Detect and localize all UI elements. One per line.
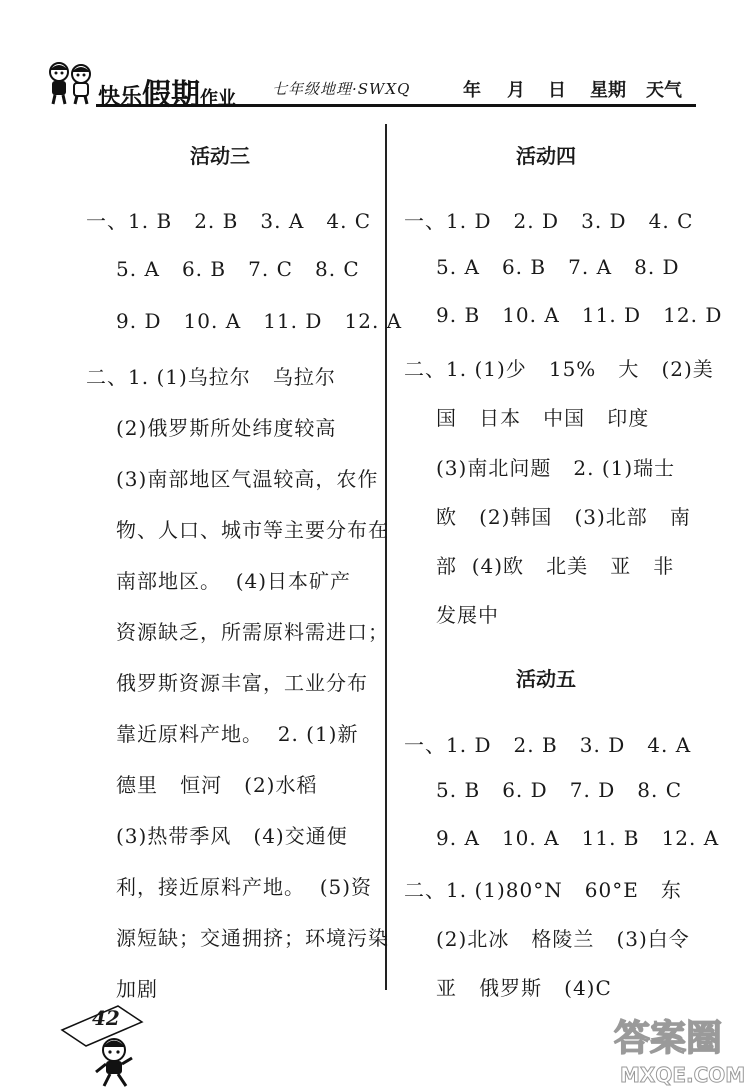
answer-line: 一、1. D 2. B 3. D 4. A — [404, 733, 692, 757]
brand-part-1: 快乐 — [98, 85, 143, 110]
answer-line: 德里 恒河 (2)水稻 — [116, 773, 318, 797]
answer-line: 二、1. (1)80°N 60°E 东 — [404, 878, 682, 902]
answer-line: 二、1. (1)少 15% 大 (2)美 — [404, 357, 714, 381]
answer-line: 5. A 6. B 7. A 8. D — [436, 255, 680, 279]
page-header — [0, 0, 750, 110]
brand-part-3: 作业 — [200, 88, 237, 109]
column-divider — [385, 124, 387, 990]
header-divider — [96, 104, 696, 107]
section-title-activity-5: 活动五 — [516, 667, 576, 691]
answer-line: 9. B 10. A 11. D 12. D — [436, 303, 723, 327]
answer-line: 资源缺乏，所需原料需进口； — [116, 620, 389, 644]
date-weekday-label: 星期 — [590, 80, 626, 101]
answer-line: (3)南北问题 2. (1)瑞士 — [436, 456, 676, 480]
brand-part-2: 假期 — [142, 77, 201, 111]
answer-line: 靠近原料产地。 2. (1)新 — [116, 722, 359, 746]
answer-line: 5. A 6. B 7. C 8. C — [116, 257, 360, 281]
watermark-brand-text: 答案圈 — [614, 1018, 723, 1059]
date-month-label: 月 — [507, 80, 525, 101]
answer-line: 欧 (2)韩国 (3)北部 南 — [436, 505, 691, 529]
answer-line: 9. A 10. A 11. B 12. A — [436, 826, 720, 850]
page-number: 42 — [92, 1006, 120, 1030]
answer-line: (2)北冰 格陵兰 (3)白令 — [436, 927, 690, 951]
answer-line: 国 日本 中国 印度 — [436, 406, 650, 430]
answer-line: 9. D 10. A 11. D 12. A — [116, 309, 403, 333]
section-title-activity-4: 活动四 — [516, 144, 576, 168]
answer-line: (3)热带季风 (4)交通便 — [116, 824, 348, 848]
date-year-label: 年 — [463, 80, 481, 101]
answer-line: 加剧 — [116, 977, 158, 1001]
watermark-url-text: MXQE.COM — [620, 1063, 746, 1087]
answer-line: 南部地区。 (4)日本矿产 — [116, 569, 352, 593]
answer-line: 二、1. (1)乌拉尔 乌拉尔 — [86, 365, 336, 389]
answer-line: 亚 俄罗斯 (4)C — [436, 976, 612, 1000]
answer-line: 发展中 — [436, 603, 499, 627]
watermark-logo — [612, 1000, 748, 1088]
subtitle: 七年级地理·SWXQ — [272, 80, 411, 98]
answer-line: 一、1. D 2. D 3. D 4. C — [404, 209, 694, 233]
date-day-label: 日 — [548, 80, 566, 101]
cartoon-children-icon — [44, 60, 96, 106]
answer-line: 5. B 6. D 7. D 8. C — [436, 778, 683, 802]
answer-line: 利，接近原料产地。 (5)资 — [116, 875, 373, 899]
answer-line: (3)南部地区气温较高，农作 — [116, 467, 379, 491]
answer-line: 源短缺；交通拥挤；环境污染 — [116, 926, 389, 950]
answer-line: (2)俄罗斯所处纬度较高 — [116, 416, 337, 440]
date-weather-label: 天气 — [646, 80, 682, 101]
answer-line: 物、人口、城市等主要分布在 — [116, 518, 389, 542]
answer-line: 部 (4)欧 北美 亚 非 — [436, 554, 675, 578]
answer-line: 一、1. B 2. B 3. A 4. C — [86, 209, 372, 233]
section-title-activity-3: 活动三 — [190, 144, 250, 168]
answer-line: 俄罗斯资源丰富，工业分布 — [116, 671, 368, 695]
